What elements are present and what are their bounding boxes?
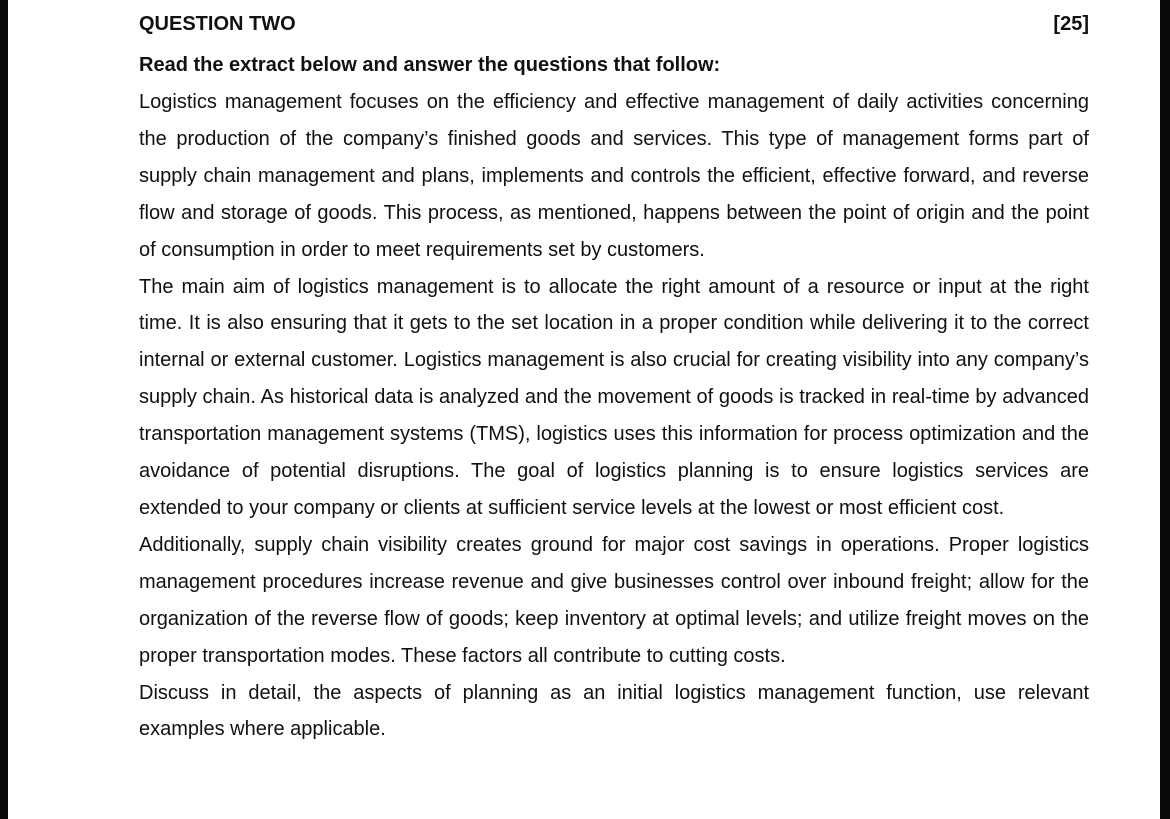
extract-paragraph-3: Additionally, supply chain visibility creates ground for major cost savings in operations. Proper logistics management procedures increase revenue and give businesses control over inbound freight; allow for the organization of the reverse flow of goods; keep inventory at optimal levels; and utilize freight moves on the proper transportation modes. These factors all contribute to cutting costs. — [139, 533, 1089, 667]
question-content — [139, 10, 1089, 748]
question-header — [139, 10, 1089, 39]
question-title: QUESTION TWO — [139, 13, 296, 35]
question-marks: [25] — [1053, 13, 1089, 35]
extract-paragraph-1: Logistics management focuses on the efficiency and effective management of daily activities concerning the production of the company’s finished goods and services. This type of management forms part of supply chain management and plans, implements and controls the efficient, effective forward, and reverse flow and storage of goods. This process, as mentioned, happens between the point of origin and the point of consumption in order to meet requirements set by customers. — [139, 91, 1089, 261]
document-page — [8, 0, 1160, 819]
task-prompt: Discuss in detail, the aspects of planning as an initial logistics management function, use relevant examples where applicable. — [139, 681, 1089, 741]
question-instruction: Read the extract below and answer the questions that follow: — [139, 54, 721, 76]
extract-paragraph-2: The main aim of logistics management is to allocate the right amount of a resource or input at the right time. It is also ensuring that it gets to the set location in a proper condition while delivering it to the correct internal or external customer. Logistics management is also crucial for creating visibility into any company’s supply chain. As historical data is analyzed and the movement of goods is tracked in real-time by advanced transportation management systems (TMS), logistics uses this information for process optimization and the avoidance of potential disruptions. The goal of logistics planning is to ensure logistics services are extended to your company or clients at sufficient service levels at the lowest or most efficient cost. — [139, 275, 1089, 519]
